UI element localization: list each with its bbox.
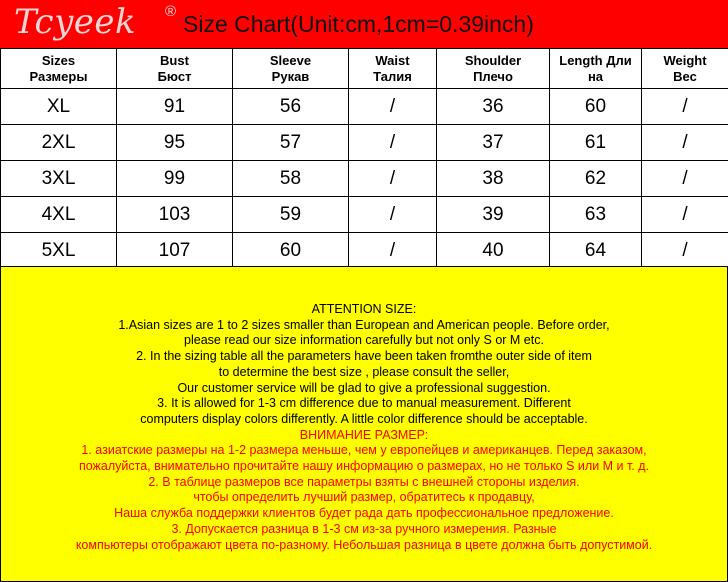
- header-length: Length Дли на: [550, 49, 642, 89]
- cell-bust: 95: [117, 125, 233, 161]
- note-en-line: computers display colors differently. A little color difference should be acceptable.: [1, 412, 727, 428]
- size-table: [0, 48, 728, 269]
- notes-text: [1, 302, 727, 553]
- cell-bust: 91: [117, 89, 233, 125]
- cell-sleeve: 59: [233, 197, 349, 233]
- cell-length: 60: [550, 89, 642, 125]
- cell-size: 4XL: [1, 197, 117, 233]
- table-row: [1, 233, 728, 269]
- note-en-line: to determine the best size , please consult the seller,: [1, 365, 727, 381]
- cell-length: 64: [550, 233, 642, 269]
- cell-size: 2XL: [1, 125, 117, 161]
- note-ru-heading: ВНИМАНИЕ РАЗМЕР:: [1, 428, 727, 444]
- note-en-line: 1.Asian sizes are 1 to 2 sizes smaller than European and American people. Before order,: [1, 318, 727, 334]
- header-sizes: Sizes Размеры: [1, 49, 117, 89]
- cell-waist: /: [349, 125, 437, 161]
- header-bust: Bust Бюст: [117, 49, 233, 89]
- cell-size: 5XL: [1, 233, 117, 269]
- cell-length: 62: [550, 161, 642, 197]
- note-ru-line: 2. В таблице размеров все параметры взяты с внешней стороны изделия.: [1, 475, 727, 491]
- note-ru-line: пожалуйста, внимательно прочитайте нашу информацию о размерах, но не только S или M и т. д.: [1, 459, 727, 475]
- page-title: Size Chart(Unit:cm,1cm=0.39inch): [183, 0, 534, 48]
- note-ru-line: 3. Допускается разница в 1-3 см из-за ручного измерения. Разные: [1, 522, 727, 538]
- note-en-line: 2. In the sizing table all the parameters have been taken fromthe outer side of item: [1, 349, 727, 365]
- note-ru-line: чтобы определить лучший размер, обратитесь к продавцу,: [1, 490, 727, 506]
- cell-sleeve: 56: [233, 89, 349, 125]
- cell-sleeve: 60: [233, 233, 349, 269]
- cell-waist: /: [349, 197, 437, 233]
- cell-shoulder: 40: [437, 233, 550, 269]
- cell-weight: /: [642, 125, 728, 161]
- note-en-heading: ATTENTION SIZE:: [1, 302, 727, 318]
- note-en-line: 3. It is allowed for 1-3 cm difference due to manual measurement. Different: [1, 396, 727, 412]
- cell-waist: /: [349, 233, 437, 269]
- cell-bust: 103: [117, 197, 233, 233]
- cell-shoulder: 36: [437, 89, 550, 125]
- cell-shoulder: 37: [437, 125, 550, 161]
- cell-length: 63: [550, 197, 642, 233]
- cell-sleeve: 58: [233, 161, 349, 197]
- table-row: [1, 89, 728, 125]
- brand-logo: Tcyeek: [14, 0, 136, 46]
- note-ru-line: 1. азиатские размеры на 1-2 размера меньше, чем у европейцев и американцев. Перед заказом,: [1, 443, 727, 459]
- note-ru-line: Наша служба поддержки клиентов будет рада дать профессиональное предложение.: [1, 506, 727, 522]
- note-en-line: Our customer service will be glad to give a professional suggestion.: [1, 381, 727, 397]
- cell-bust: 99: [117, 161, 233, 197]
- cell-size: XL: [1, 89, 117, 125]
- cell-waist: /: [349, 89, 437, 125]
- table-row: [1, 125, 728, 161]
- cell-sleeve: 57: [233, 125, 349, 161]
- cell-weight: /: [642, 233, 728, 269]
- cell-waist: /: [349, 161, 437, 197]
- table-row: [1, 161, 728, 197]
- cell-bust: 107: [117, 233, 233, 269]
- note-en-line: please read our size information carefully but not only S or M etc.: [1, 333, 727, 349]
- cell-weight: /: [642, 161, 728, 197]
- note-ru-line: компьютеры отображают цвета по-разному. Небольшая разница в цвете должна быть допустимой.: [1, 538, 727, 554]
- cell-size: 3XL: [1, 161, 117, 197]
- cell-shoulder: 38: [437, 161, 550, 197]
- header-sleeve: Sleeve Рукав: [233, 49, 349, 89]
- header-banner: [0, 0, 728, 48]
- registered-mark: ®: [165, 4, 176, 20]
- table-header-row: [1, 49, 728, 89]
- table-row: [1, 197, 728, 233]
- cell-length: 61: [550, 125, 642, 161]
- cell-weight: /: [642, 89, 728, 125]
- notes-panel: [0, 266, 728, 582]
- cell-shoulder: 39: [437, 197, 550, 233]
- header-weight: Weight Вес: [642, 49, 728, 89]
- header-shoulder: Shoulder Плечо: [437, 49, 550, 89]
- header-waist: Waist Талия: [349, 49, 437, 89]
- cell-weight: /: [642, 197, 728, 233]
